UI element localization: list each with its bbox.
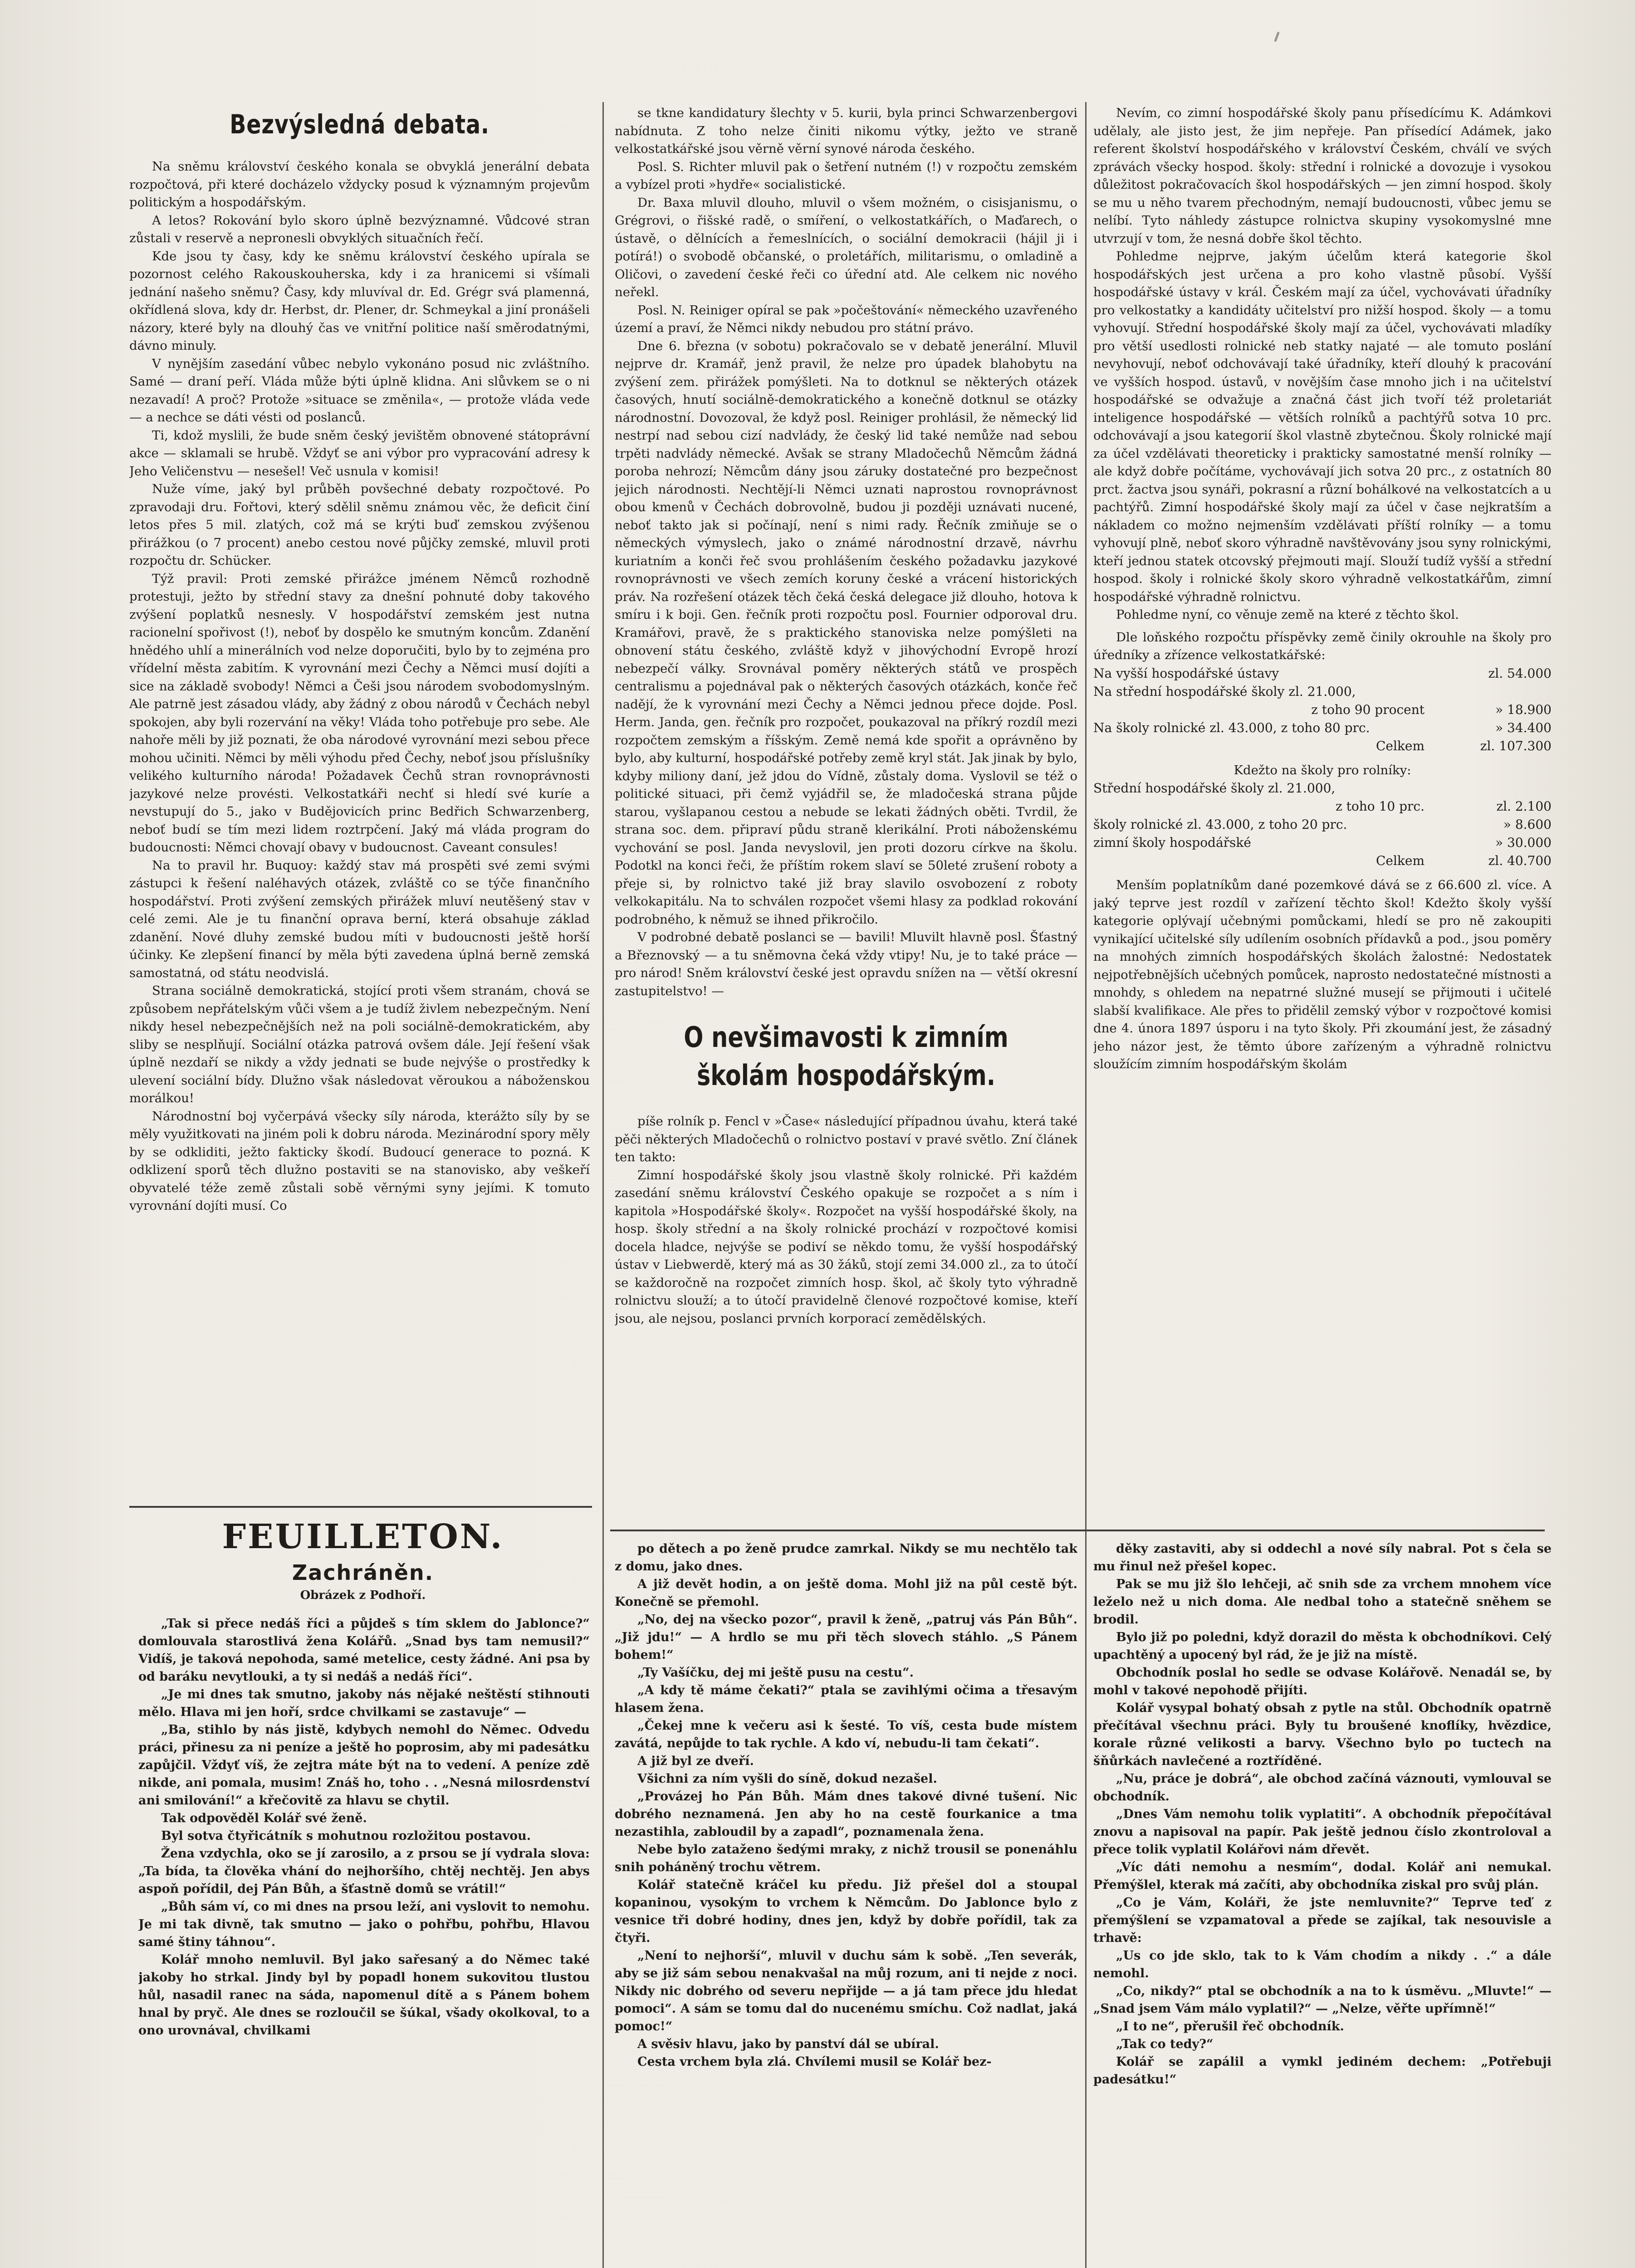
budget-value: » 30.000 — [1495, 835, 1552, 850]
story-paragraph: Byl sotva čtyřicátník s mohutnou rozložitou postavou. — [161, 1829, 531, 1843]
budget-intro — [1093, 629, 1552, 665]
budget-label: Celkem — [1376, 853, 1425, 868]
story-paragraph: Kolář se zapálil a vymkl jediném dechem: „Potřebuji padesátku!“ — [1093, 2055, 1552, 2087]
paragraph: Na sněmu království českého konala se obvyklá jenerální debata rozpočtová, při které docházelo vždycky posud k významným projevům politickým a hospodářským. — [129, 159, 590, 210]
budget-row — [1093, 834, 1552, 852]
budget-row — [1093, 816, 1552, 834]
column-rule-1 — [602, 102, 604, 2268]
story-paragraph: Všichni za ním vyšli do síně, dokud nezašel. — [637, 1772, 937, 1786]
paragraph: Kde jsou ty časy, kdy ke sněmu království českého upírala se pozornost celého Rakouskouherska, kdy i za hranicemi si všímali jednání našeho sněmu? Časy, kdy mluvíval dr. Ed. Grégr svá plamenná, okřídlená slova, kdy dr. Herbst, dr. Plener, dr. Schmeykal a jiní pronášeli názory, které byly na dlouhý čas ve vnitřní politice naší směrodatnými, dávno minuly. — [129, 249, 590, 353]
article-body-end — [1093, 876, 1552, 1074]
budget-value: zl. 2.100 — [1496, 799, 1552, 814]
story-paragraph: děky zastaviti, aby si oddechl a nové síly nabral. Pot s čela se mu řinul než přešel kopec. — [1093, 1542, 1552, 1574]
paragraph: V podrobné debatě poslanci se — bavili! Mluvilt hlavně posl. Šťastný a Březnovský — a tu sněmovna čeká vždy vtipy! Nu, je to také práce — pro národ! Sněm království české jest opravdu snížen na — větší okresní zastupitelstvo! — — [615, 930, 1077, 998]
story-paragraph: „Co, nikdy?“ ptal se obchodník a na to k úsměvu. „Mluvte!“ — „Snad jsem Vám málo vyplatil?“ — „Nelze, věřte upřímně!“ — [1093, 1984, 1552, 2016]
paragraph: se tkne kandidatury šlechty v 5. kurii, byla princi Schwarzenbergovi nabídnuta. Z toho nelze činiti nikomu výtky, ježto ve straně velkostatkářské jsou věrně věrní synové národa českého. — [615, 106, 1077, 156]
feuilleton-header: FEUILLETON. — [222, 1517, 504, 1556]
budget-label: z toho 10 prc. — [1336, 799, 1425, 814]
story-paragraph: po dětech a po ženě prudce zamrkal. Nikdy se mu nechtělo tak z domu, jako dnes. — [615, 1542, 1077, 1574]
story-paragraph: A již devět hodin, a on ještě doma. Mohl již na půl cestě být. Konečně se přemohl. — [615, 1577, 1077, 1609]
article-title-bezvysledna-debata: Bezvýsledná debata. — [230, 109, 490, 140]
paragraph: Týž pravil: Proti zemské přirážce jménem Němců rozhodně protestuji, ježto by střední stavy za dnešní pohnuté doby takového zvýšení poplatků nesnesly. V hospodářství zemském jest nutna racionelní spořivost (!), neboť by dospělo ke smutným koncům. Zdanění hnědého uhlí a minerálních vod nelze doporučiti, bylo by to zejména pro vřídelní města zabitím. K vyrovnání mezi Čechy a Němci musí dojíti a sice na základě svobody! Němci a Češi jsou národem svobodomyslným. Ale patrně jest zásadou vlády, aby žádný z obou národů v Čechách nebyl spokojen, aby byli rozervání na věky! Vláda toho potřebuje pro sebe. Ale nahoře měli by již poznati, že oba národové vyrovnání mezi sebou přece mohou učiniti. Němci by měli výhodu před Čechy, neboť jsou příslušníky velikého kulturního národa! Požadavek Čechů stran rovnoprávnosti jazykové nelze provésti. Velkostatkáři nechť si hledí své kuríe a nevstupují do 5., jako v Budějovicích princ Bedřich Schwarzenberg, neboť budí se tím mezi lidem roztrpčení. Jaký má vláda program do budoucnosti: Němci chovají obavy v budoucnost. Caveant consules! — [129, 571, 590, 855]
paragraph: Ti, kdož myslili, že bude sněm český jevištěm obnovené státoprávní akce — sklamali se hrubě. Vždyť se ani výbor pro vypracování adresy k Jeho Veličenstvu — nesešel! Več usnula v komisi! — [129, 428, 590, 479]
story-paragraph: Obchodník poslal ho sedle se odvase Kolářově. Nenadál se, by mohl v takové nepohodě přijíti. — [1093, 1666, 1552, 1697]
story-paragraph: „Není to nejhorší“, mluvil v duchu sám k sobě. „Ten severák, aby se již sám sebou nenakvašal na můj rozum, ani ti nejde z noci. Nikdy nic dobrého od severu nepřijde — a já tam přece jdu hledat pomoci“. A sám se tomu dal do nucenému smíchu. Což nadlat, jaká pomoc!“ — [615, 1949, 1077, 2033]
story-paragraph: Cesta vrchem byla zlá. Chvílemi musil se Kolář bez- — [637, 2055, 992, 2069]
story-paragraph: Kolář statečně kráčel ku předu. Již přešel dol a stoupal kopaninou, vysokým to vrchem k Němcům. Do Jablonce bylo z vesnice tři dobré hodiny, dnes jen, když by dobře pořídil, tak za čtyři. — [615, 1878, 1077, 1945]
budget-value — [1434, 683, 1552, 701]
story-paragraph: „Ba, stihlo by nás jistě, kdybych nemohl do Němec. Odvedu práci, přinesu za ni peníze a ještě ho poprosim, aby mi padesátku zapůjčil. Vždyť víš, že zejtra máte být na to vedení. A peníze zdě nikde, ani pomala, musim! Znáš ho, toho . . „Nesná milosrdenství ani smilování!“ a křečovitě za hlavu se chytil. — [138, 1723, 590, 1808]
budget-value: » 18.900 — [1495, 702, 1552, 717]
story-paragraph: „Co je Vám, Koláři, že jste nemluvnite?“ Teprve teď z přemýšlení se vzpamatoval a přede se zajíkal, tak nesouvisle a trhavě: — [1093, 1896, 1552, 1945]
article-title-zimni-skoly: O nevšimavosti k zimním školám hospodářským. — [684, 1021, 1008, 1092]
budget-table-2 — [1093, 779, 1552, 870]
article-continuation-debata — [615, 104, 1077, 1000]
section-rule-col1 — [129, 1506, 592, 1508]
story-paragraph: „Us co jde sklo, tak to k Vám chodím a nikdy . .“ a dále nemohl. — [1093, 1949, 1552, 1980]
story-paragraph: „Je mi dnes tak smutno, jakoby nás nějaké neštěstí stihnouti mělo. Hlava mi jen hoří, srdce chvilkami se zastavuje“ — — [138, 1687, 590, 1719]
story-paragraph: Kolář vysypal bohatý obsah z pytle na stůl. Obchodník opatrně přečítával všechnu práci. Byly tu broušené knoflíky, hvězdice, korale různé velikosti a barvy. Všechno bylo po tuctech na šňůrkách navlečené a roztříděné. — [1093, 1701, 1552, 1768]
story-paragraph: „Provázej ho Pán Bůh. Mám dnes takové divné tušení. Nic dobrého neznamená. Jen aby ho na cestě fourkanice a tma nezastihla, zabloudil by a zapadl“, poznamenala žena. — [615, 1789, 1077, 1839]
column-3 — [1093, 104, 1552, 1438]
budget-label: Střední hospodářské školy zl. 21.000, — [1093, 781, 1336, 796]
story-paragraph: Tak odpověděl Kolář své ženě. — [161, 1811, 367, 1825]
paragraph: Nuže víme, jaký byl průběh povšechné debaty rozpočtové. Po zpravodaji dru. Fořtovi, který sdělil sněmu známou věc, že deficit činí letos přes 5 mil. zlatých, což má se krýti buď zemskou zvýšenou přirážkou (o 7 procent) anebo cestou nové půjčky zemské, mluvil proti rozpočtu dr. Schücker. — [129, 482, 590, 568]
budget-row — [1093, 737, 1552, 755]
story-paragraph: „Víc dáti nemohu a nesmím“, dodal. Kolář ani nemukal. Přemýšlel, kterak má začíti, aby obchodníka ziskal pro svůj plán. — [1093, 1860, 1552, 1892]
paragraph: Národnostní boj vyčerpává všecky síly národa, kterážto síly by se měly využitkovati na jiném poli k dobru národa. Mezinárodní spory měly by se odkliditi, ježto fakticky škodí. Budoucí generace to pozná. K odklizení sporů těch dlužno postaviti se na stanovisko, aby veškeří obyvatelé téže země zůstali sobě věrnými syny jejími. K tomuto vyrovnání dojíti musí. Co — [129, 1109, 590, 1213]
budget-row — [1093, 719, 1552, 737]
paragraph: Zimní hospodářské školy jsou vlastně školy rolnické. Při každém zasedání sněmu království Českého opakuje se rozpočet a s ním i kapitola »Hospodářské školy«. Rozpočet na vyšší hospodářské školy, na hosp. školy střední a na školy rolnické prochází v rozpočtové komisi docela hladce, nejvýše se podiví se někdo tomu, že vyšší hospodářský ústav v Liebwerdě, který má as 30 žáků, stojí zemi 34.000 zl., za to útočí se každoročně na rozpočet zimních hosp. škol, ač školy tyto výhradně rolnictvu slouží; a to útočí pravidelně členové rozpočtové komise, kteří jsou, ale nejsou, poslanci prvních korporací zemědělských. — [615, 1168, 1077, 1326]
story-subtitle: Obrázek z Podhoří. — [300, 1589, 426, 1602]
column-2 — [615, 104, 1077, 1429]
budget-intro-text: Dle loňského rozpočtu příspěvky země činily okrouhle na školy pro úředníky a zřízence velkostatkářské: — [1093, 630, 1552, 662]
budget-value: » 34.400 — [1495, 720, 1552, 735]
paragraph: Pohledme nejprve, jakým účelům která kategorie škol hospodářských jest určena a pro koho vlastně působí. Vyšší hospodářské ústavy v král. Českém mají za účel, vychovávati úřadníky pro velkostatky a kandidáty učitelství pro nižší hospod. školy — a tomu vyhovují. Střední hospodářské školy mají za účel, vychovávati mladíky pro větší usedlosti rolnické neb statky najaté — ale tomuto poslání nevyhovují, neboť odchovávají také úřadníky, kteří dlouhý k pracování ve vyšších hospod. ústavů, v novějším čase mnoho jich i na učitelství hospodářské se odvažuje a značná část jich tvoří též proletariát inteligence hospodářské — větších rolníků a pachtýřů sotva 10 prc. odchovávají a jsou kategorií škol vlastně zbytečnou. Školy rolnické mají za účel vzdělávati theoreticky i prakticky samostatné menší rolníky — ale když dobře počítáme, vychovávají jich sotva 20 prc., z ostatních 80 prct. žactva jsou synáři, pokrasní a různí bohálkové na velkostatcích a u pachtýřů. Zimní hospodářské školy mají za účel v čase nejkratším a nákladem co možno nejmenším vzdělávati příští rolníky — a tomu vyhovují plně, neboť skoro výhradně navštěvovány jsou syny rolnickými, kteří jednou statek otcovský přejmouti mají. Slouží tudíž vyšší a střední hospod. školy i rolnické školy skoro výhradně velkostatkářům, zimní hospodářské výhradně rolnictvu. — [1093, 249, 1552, 604]
story-paragraph: Nebe bylo zataženo šedými mraky, z nichž trousil se ponenáhlu snih poháněný trochu větrem. — [615, 1843, 1077, 1874]
column-rule-2 — [1085, 102, 1087, 2268]
article-body-debata — [129, 158, 590, 1215]
story-paragraph: „Tak si přece nedáš říci a půjdeš s tím sklem do Jablonce?“ domlouvala starostlivá žena Kolářů. „Snad bys tam nemusil?“ Vidíš, je taková nepohoda, samé metelice, cesty žádné. Ani psa by od baráku nevytlouki, a ty si nedáš a nedáš říci“. — [138, 1617, 590, 1684]
story-paragraph: Kolář mnoho nemluvil. Byl jako sařesaný a do Němec také jakoby ho strkal. Jindy byl by popadl honem sukovitou tlustou hůl, nasadil ranec na sáda, napomenul dítě a s Pánem bohem hnal by pryč. Ale dnes se rozloučil se šúkal, všady okolkoval, to a ono urovnával, chvilkami — [138, 1953, 590, 2038]
paragraph: Nevím, co zimní hospodářské školy panu přísedícímu K. Adámkovi udělaly, ale jisto jest, že jim nepřeje. Pan přísedící Adámek, jako referent školství hospodářského v království Českém, chválí ve svých zprávách všecky hospod. školy: střední i rolnické a dovozuje i vysokou důležitost pokračovacích škol hospodářských — jen zimní hospod. školy se mu u něho tvarem přechodným, nemají budoucnosti, vůbec jemu se nelíbí. Tyto náhledy zástupce rolnictva skupiny vysokomyslné mne utvrzují v tom, že nesná dobře škol těchto. — [1093, 106, 1552, 246]
budget-row — [1093, 852, 1552, 870]
paragraph: Posl. S. Richter mluvil pak o šetření nutném (!) v rozpočtu zemském a vybízel proti »hydře« socialistické. — [615, 159, 1077, 192]
budget-row — [1093, 701, 1552, 719]
budget-row — [1093, 797, 1552, 816]
budget-value: zl. 107.300 — [1480, 738, 1552, 753]
story-paragraph: „Tak co tedy?“ — [1116, 2037, 1214, 2051]
story-title: Zachráněn. — [292, 1560, 434, 1585]
story-paragraph: „Ty Vašíčku, dej mi ještě pusu na cestu“. — [637, 1666, 914, 1680]
budget-intro-2-text: Kdežto na školy pro rolníky: — [1234, 763, 1411, 777]
budget-value: » 8.600 — [1503, 817, 1552, 832]
column-1 — [129, 104, 590, 1506]
feuilleton-column-1 — [138, 1615, 590, 2268]
budget-label: z toho 90 procent — [1311, 702, 1425, 717]
story-paragraph: „Čekej mne k večeru asi k šesté. To víš, cesta bude místem zavátá, nepůjde to tak rychle. A kdo ví, nebudu-li tam čekati“. — [615, 1719, 1077, 1750]
budget-label: Celkem — [1376, 738, 1425, 753]
paragraph: píše rolník p. Fencl v »Čase« následující případnou úvahu, která také pěči některých Mladočechů o rolnictvo postaví v pravé světlo. Zní článek ten takto: — [615, 1114, 1077, 1164]
story-paragraph: „Nu, práce je dobrá“, ale obchod začíná váznouti, vymlouval se obchodník. — [1093, 1772, 1552, 1804]
feuilleton-column-2 — [615, 1540, 1077, 2268]
budget-row — [1093, 779, 1552, 797]
article-body-zimni-skoly — [1093, 104, 1552, 624]
section-rule-col2-3 — [610, 1530, 1545, 1531]
paragraph: A letos? Rokování bylo skoro úplně bezvýznamné. Vůdcové stran zůstali v reservě a nepronesli obvyklých situačních řečí. — [129, 213, 590, 245]
story-paragraph: „Dnes Vám nemohu tolik vyplatiti“. A obchodník přepočítával znovu a napisoval na papír. Pak ještě jednou číslo zkontroloval a přece tolik vyplatil Kolářovi nám dřevět. — [1093, 1807, 1552, 1857]
budget-value — [1434, 779, 1552, 797]
paragraph: Pohledme nyní, co věnuje země na které z těchto škol. — [1116, 607, 1459, 622]
paragraph: Posl. N. Reiniger opíral se pak »počeštování« německého uzavřeného území a praví, že Němci nikdy nebudou pro státní právo. — [615, 303, 1077, 335]
paragraph: Strana sociálně demokratická, stojící proti všem stranám, chová se způsobem nepřátelským vůči všem a je tudíž živlem nebezpečným. Není nikdy hesel nebezpečnějších než na poli sociálně-demokratickém, aby sliby se nesplňují. Sociální otázka patrová ovšem dále. Její řešení však úplně nezdaří se nikdy a vždy jednati se bude nejvýše o prostředky k ulevení sociální bídy. Dlužno však následovat věroukou a náboženskou morálkou! — [129, 983, 590, 1105]
budget-row — [1093, 665, 1552, 683]
story-paragraph: „Bůh sám ví, co mi dnes na prsou leží, ani vyslovit to nemohu. Je mi tak divně, tak smutno — jako o pohřbu, pohřbu, Hlavou samé štiny táhnou“. — [138, 1900, 590, 1949]
story-paragraph: „A kdy tě máme čekati?“ ptala se zavihlými očima a třesavým hlasem žena. — [615, 1683, 1077, 1715]
budget-label: Na střední hospodářské školy zl. 21.000, — [1093, 684, 1356, 699]
story-paragraph: „No, dej na všecko pozor“, pravil k ženě, „patruj vás Pán Bůh“. „Již jdu!“ — A hrdlo se mu při těch slovech stáhlo. „S Pánem bohem!“ — [615, 1613, 1077, 1662]
story-paragraph: Pak se mu již šlo lehčeji, ač snih sde za vrchem mnohem více leželo než u nich doma. Ale nedbal toho a statečně sněhem se brodil. — [1093, 1577, 1552, 1627]
budget-label: Na vyšší hospodářské ústavy — [1093, 665, 1279, 681]
article-end-paragraph: Menším poplatníkům dané pozemkové dává se z 66.600 zl. více. A jaký teprve jest rozdíl v zařízení těchto škol! Kdežto školy vyšší kategorie oplývají učebnými pomůckami, hledí se pro ně zakoupiti vynikající učitelské síly udílením osobních přídavků a pod., jsou poměry na mnohých zimních hospodářských školách žalostné: Nedostatek nejpotřebnějších učebných pomůcek, naprosto nedostatečné místnosti a mnohdy, s ohledem na nepatrné služné musejí se přijmouti i učitelé slabší kvalifikace. Ale přes to přidělil zemský výbor v rozpočtové komisi dne 4. února 1897 úsporu i na tyto školy. Při zkoumání jest, že zásadný jeho názor jest, že těmto úbore zařízeným a výhradně rolnictvu sloužícím zimním hospodářským školám — [1093, 878, 1552, 1071]
story-paragraph: A již byl ze dveří. — [637, 1754, 754, 1768]
print-mark — [1274, 32, 1279, 42]
story-paragraph: Bylo již po poledni, když dorazil do města k obchodníkovi. Celý upachtěný a upocený byl rád, že je již na místě. — [1093, 1630, 1552, 1662]
story-paragraph: Žena vzdychla, oko se jí zarosilo, a z prsou se jí vydrala slova: „Ta bída, ta člověka vhání do nejhoršího, chtěj nechtěj. Jen abys aspoň pořídil, dej Pán Bůh, a šťastně domů se vrátil!“ — [138, 1847, 590, 1896]
story-paragraph: A svěsiv hlavu, jako by panství dál se ubíral. — [637, 2037, 939, 2051]
paragraph: V nynějším zasedání vůbec nebylo vykonáno posud nic zvláštního. Samé — draní peří. Vláda může býti úplně klidna. Ani slůvkem se o ni nezavadí! A proč? Protože »situace se změnila«, — protože vláda vede — a nechce se dáti vésti od poslanců. — [129, 356, 590, 425]
budget-row — [1093, 683, 1552, 701]
paragraph: Dr. Baxa mluvil dlouho, mluvil o všem možném, o cisisjanismu, o Grégrovi, o řišské radě, o smíření, o velkostatkářích, o Maďarech, o ústavě, o dělnících a řemeslnících, o sociální demokracii (hájil ji i potírá!) o svobodě občanské, o proletářích, militarismu, o omladině a Oličovi, o zavedení české řeči co úřední atd. Ale celkem nic nového neřekl. — [615, 195, 1077, 299]
budget-intro-2 — [1093, 762, 1552, 780]
paragraph: Na to pravil hr. Buquoy: každý stav má prospěti své zemi svými zástupci k řešení naléhavých otázek, zvláště co se týče finančního hospodářství. Proti zvýšení zemských přirážek mluví neutěšený stav v celé zemi. Ale je tu finanční oprava berní, která obsahuje základ zdanění. Nové dluhy zemské budou míti v budoucnosti ještě horší účinky. Ke zlepšení financí by měla býti zavedena úplná berně zemská samostatná, od státu neodvislá. — [129, 858, 590, 980]
story-paragraph: „I to ne“, přerušil řeč obchodník. — [1116, 2019, 1344, 2033]
budget-table-1 — [1093, 665, 1552, 755]
budget-label: Na školy rolnické zl. 43.000, z toho 80 prc. — [1093, 720, 1370, 735]
article-body-zimni-skoly-start — [615, 1113, 1077, 1328]
paragraph: Dne 6. března (v sobotu) pokračovalo se v debatě jenerální. Mluvil nejprve dr. Kramář, jenž pravil, že nelze pro úpadek blahobytu na zvýšení zem. přirážek pomýšleti. Na to dotknul se některých otázek časových, hnutí sociálně-demokratického a konečně dotknul se otázky národnostní. Dovozoval, že když posl. Reiniger prohlásil, že německý lid nestrpí nad sebou cizí nadvlády, že český lid také nemůže nad sebou trpěti nadvlády německé. Avšak se strany Mladočechů Němcům žádná porobа nehrozí; Němcům dány jsou záruky dostatečné pro bezpečnost jejich národnosti. Nechtějí-li Němci uznati naprostou rovnoprávnost obou kmenů v Čechách dobrovolně, budou ji později uznávati nucené, neboť takto jak si počínají, není s nimi rady. Řečník zmiňuje se o německých výmyslech, jako o známé národnostní drzavě, návrhu kuriatním a konči řeč svou prohlášením českého požadavku jazykové rovnoprávnosti ve všech zemích koruny české a vrácení historických práv. Na rozřešení otázek těch čeká česká delegace již dlouho, hotova k smíru i k boji. Gen. řečník proti rozpočtu posl. Fournier odporoval dru. Kramářovi, pravě, že s praktického stanoviska nelze pomýšleti na obnovení státu českého, zvláště když v jihovýchodní Evropě hrozí nebezpečí války. Srovnával poměry některých států ve prospěch centralismu a pojednával pak o některých časových otázkách, konče řeč nadějí, že k vyrovnání mezi Čechy a Němci jednou přece dojde. Posl. Herm. Janda, gen. řečník pro rozpočet, poukazoval na příkrý rozdíl mezi rozpočtem zemským a říšským. Země nemá kde spořit a oprávněno by bylo, aby kulturní, hospodářské potřeby země kryl stát. Jak jinak by bylo, kdyby miliony daní, jež jdou do Vídně, zůstaly doma. Vyslovil se též o politické situaci, při čemž vyjádřil se, že mladočeská strana půjde starou, vyšlapanou cestou a nebude se lekati žádných oběti. Tvrdil, že strana soc. dem. připraví půdu straně klerikální. Proti náboženskému vychování se posl. Janda nevyslovil, jen proti dozoru církve na školu. Podotkl na konci řeči, že příštím rokem slaví se 50leté zrušení roboty a přeje si, by rolnictvo také již bray slavilo osvobození z roboty velkokapitálu. Na to schválen rozpočet všemi hlasy za podklad rokování podrobného, k němuž se ihned přikročilo. — [615, 338, 1077, 927]
budget-value: zl. 40.700 — [1488, 853, 1552, 868]
budget-label: zimní školy hospodářské — [1093, 835, 1251, 850]
budget-label: školy rolnické zl. 43.000, z toho 20 prc. — [1093, 817, 1347, 832]
budget-value: zl. 54.000 — [1488, 665, 1552, 681]
feuilleton-column-3 — [1093, 1540, 1552, 2268]
